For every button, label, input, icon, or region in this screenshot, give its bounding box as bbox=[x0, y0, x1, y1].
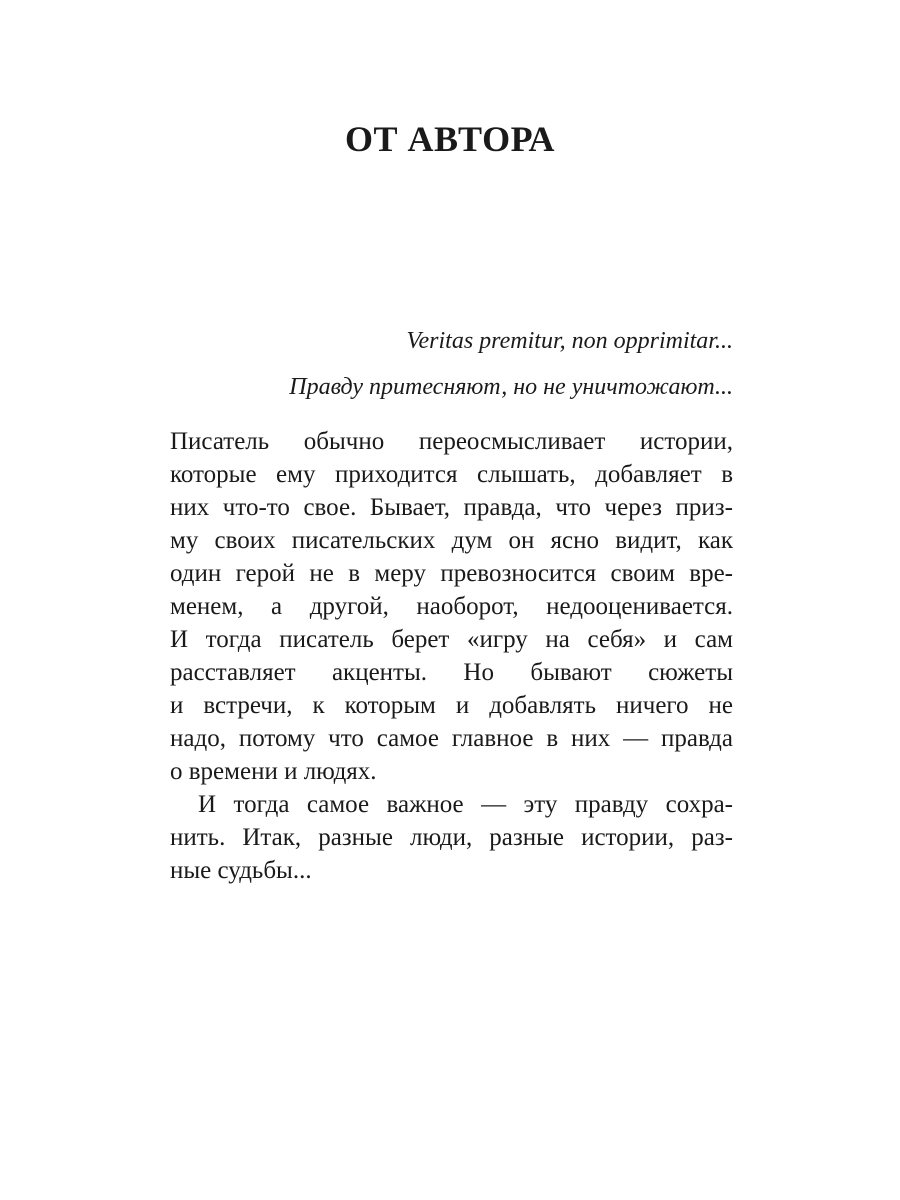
page-title: ОТ АВТОРА bbox=[345, 119, 555, 159]
text-line: Писатель обычно переосмысливает истории, bbox=[170, 428, 733, 455]
text-line: которые ему приходится слышать, добавляет в bbox=[170, 461, 733, 488]
epigraph-latin: Veritas premitur, non opprimitar... bbox=[406, 328, 733, 354]
text-line: ные судьбы... bbox=[170, 857, 312, 884]
text-line: и встречи, к которым и добавлять ничего не bbox=[170, 692, 733, 719]
body-text bbox=[170, 425, 733, 887]
text-line: менем, а другой, наоборот, недооценивается. bbox=[170, 593, 733, 620]
text-line: о времени и людях. bbox=[170, 758, 377, 785]
paragraph-1 bbox=[170, 425, 733, 788]
text-line: один герой не в меру превозносится своим вре- bbox=[170, 560, 733, 587]
text-line: надо, потому что самое главное в них — правда bbox=[170, 725, 733, 752]
text-line: му своих писательских дум он ясно видит, как bbox=[170, 527, 733, 554]
text-line: нить. Итак, разные люди, разные истории, раз- bbox=[170, 824, 733, 851]
epigraph-russian: Правду притесняют, но не уничтожают... bbox=[289, 374, 733, 400]
text-line: расставляет акценты. Но бывают сюжеты bbox=[170, 659, 733, 686]
text-line: И тогда писатель берет «игру на себя» и сам bbox=[170, 626, 733, 653]
paragraph-2 bbox=[170, 788, 733, 887]
text-line: И тогда самое важное — эту правду сохра- bbox=[198, 791, 733, 818]
epigraph bbox=[170, 318, 733, 410]
text-line: них что-то свое. Бывает, правда, что через приз- bbox=[170, 494, 733, 521]
